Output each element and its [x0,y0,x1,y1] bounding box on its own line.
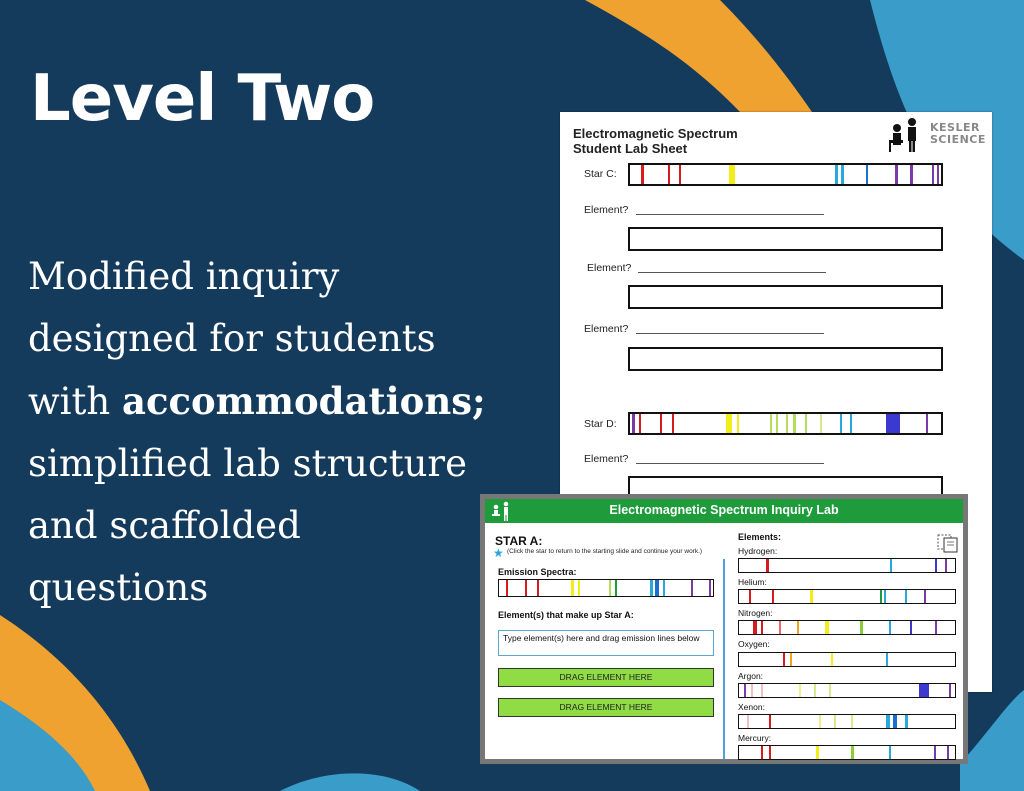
helium-spectrum[interactable] [738,589,956,604]
element-name-label: Xenon: [738,702,765,712]
lab-sheet-title [573,126,738,156]
description-line: simplified lab structure [28,442,467,485]
description-line: designed for students [28,317,436,360]
headline: Level Two [30,62,375,136]
element-spectrum-box [628,347,943,371]
nitrogen-spectrum[interactable] [738,620,956,635]
element-question-label: Element? [584,204,629,216]
element-question-label: Element? [587,262,632,274]
element-name-label: Hydrogen: [738,546,778,556]
star-icon[interactable]: ★ [493,546,504,560]
element-name-label: Argon: [738,671,764,681]
oxygen-spectrum[interactable] [738,652,956,667]
elements-question-label: Element(s) that make up Star A: [498,610,634,620]
star-a-label: STAR A: [495,534,543,548]
answer-line [636,463,824,464]
answer-line [638,272,826,273]
star-c-label: Star C: [584,168,617,180]
column-divider [723,559,725,759]
element-question-label: Element? [584,453,629,465]
description-line [28,370,548,433]
element-answer-input[interactable]: Type element(s) here and drag emission lines below [498,630,714,656]
lab-sheet-title-line: Student Lab Sheet [573,141,688,156]
element-name-label: Mercury: [738,733,772,743]
star-d-label: Star D: [584,418,617,430]
logo-text-line: KESLER [930,121,980,134]
drag-element-target[interactable]: DRAG ELEMENT HERE [498,698,714,717]
star-instruction-note: (Click the star to return to the starting slide and continue your work.) [507,548,703,555]
element-question-label: Element? [584,323,629,335]
star-d-spectrum [628,412,943,435]
logo-text-line: SCIENCE [930,133,986,146]
mercury-spectrum[interactable] [738,745,956,760]
slide-header [485,499,963,523]
hydrogen-spectrum[interactable] [738,558,956,573]
answer-line [636,333,824,334]
lab-sheet-title-line: Electromagnetic Spectrum [573,126,738,141]
element-name-label: Nitrogen: [738,608,773,618]
description-text: with [28,380,122,423]
description-bold-text: accommodations; [121,379,486,423]
slide-title: Electromagnetic Spectrum Inquiry Lab [609,503,839,517]
star-a-emission-spectrum [498,579,714,597]
description-line: Modified inquiry [28,255,340,298]
elements-heading: Elements: [738,532,782,542]
element-spectrum-box [628,227,943,251]
inquiry-lab-slide [480,494,968,764]
description-line: questions [28,566,209,609]
element-spectrum-box [628,285,943,309]
copy-document-icon[interactable] [937,531,959,553]
kesler-science-logo-text [930,122,986,146]
element-name-label: Oxygen: [738,639,770,649]
element-name-label: Helium: [738,577,767,587]
argon-spectrum[interactable] [738,683,956,698]
description-line: and scaffolded [28,504,301,547]
star-c-spectrum [628,163,943,186]
emission-spectra-label: Emission Spectra: [498,567,577,577]
answer-line [636,214,824,215]
drag-element-target[interactable]: DRAG ELEMENT HERE [498,668,714,687]
description [28,246,548,619]
xenon-spectrum[interactable] [738,714,956,729]
